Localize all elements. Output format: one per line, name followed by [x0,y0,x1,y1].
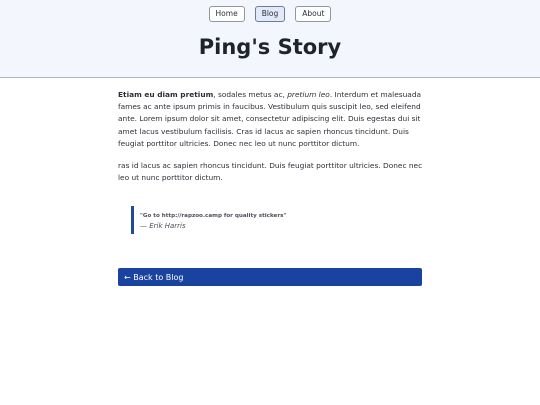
nav-home-button[interactable]: Home [209,6,245,22]
page-title: Ping's Story [198,35,342,59]
paragraph-text: . Interdum et malesuada fames ac ante ipsum primis in faucibus. Vestibulum quis suscipit leo, sed eleifend ante. Lorem ipsum dolor sit amet, consectetur adipiscing elit. Duis egestas dui sit amet lacus vestibulum facilisis. Cras id lacus ac sapien rhoncus tincidunt. Duis feugiat porttitor ultricies. Donec nec leo ut nunc porttitor dictum. [118,90,422,148]
blockquote [131,206,391,234]
page-header [0,0,540,78]
quote-author: — Erik Harris [140,222,186,230]
top-nav [0,6,540,22]
nav-about-button[interactable]: About [295,6,331,22]
nav-blog-button[interactable]: Blog [255,6,286,22]
article-body [118,89,423,194]
article-paragraph-1 [118,89,423,150]
paragraph-italic: pretium leo [287,90,330,99]
article-paragraph-2: ras id lacus ac sapien rhoncus tincidunt. Duis feugiat porttitor ultricies. Donec nec leo ut nunc porttitor dictum. [118,161,423,183]
quote-text: "Go to http://rapzoo.camp for quality stickers" [140,213,287,219]
back-to-blog-button[interactable]: ← Back to Blog [118,268,422,286]
paragraph-bold-lead: Etiam eu diam pretium [118,90,214,99]
paragraph-text: , sodales metus ac, [213,90,288,99]
